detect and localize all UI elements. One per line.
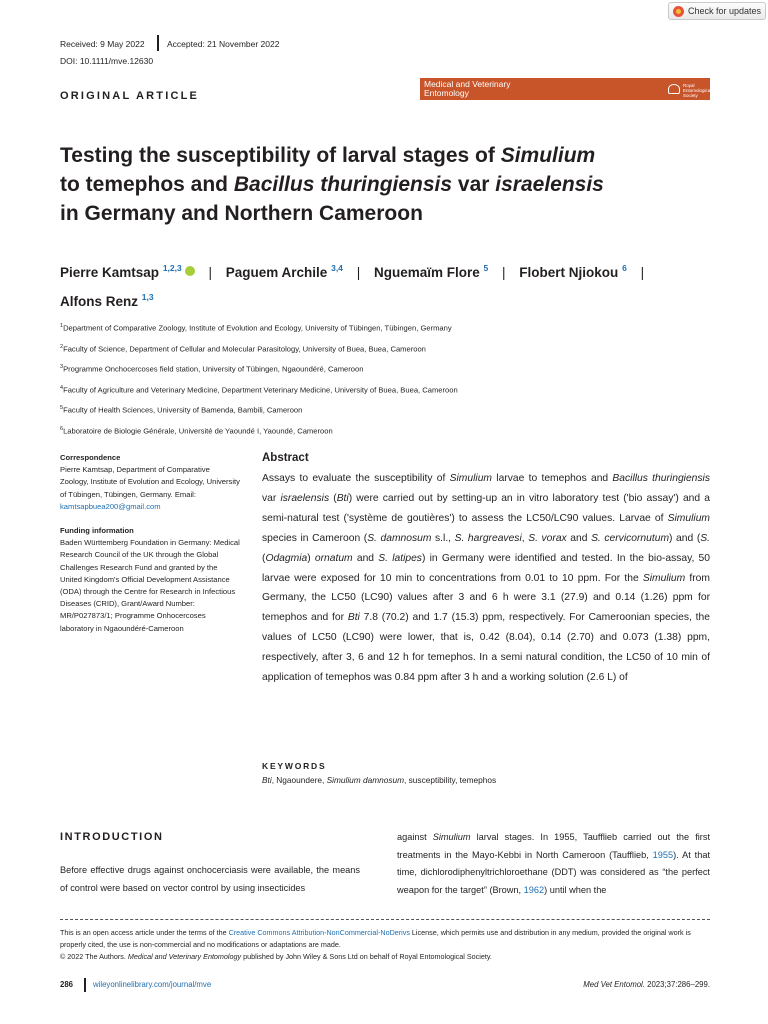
check-for-updates-button[interactable] bbox=[668, 2, 766, 20]
abstract-heading: Abstract bbox=[262, 452, 309, 464]
keywords-heading: KEYWORDS bbox=[262, 761, 327, 771]
journal-name-line1: Medical and Veterinary bbox=[424, 79, 511, 89]
accepted-date: Accepted: 21 November 2022 bbox=[167, 39, 280, 49]
side-info bbox=[60, 452, 240, 635]
received-date: Received: 9 May 2022 bbox=[60, 39, 145, 49]
affiliation: $^5$Faculty of Health Sciences, University of Bamenda, Bambili, Cameroon bbox=[60, 405, 303, 415]
title-line-2: to temephos and Bacillus thuringiensis var israelensis bbox=[60, 173, 604, 196]
meta-divider bbox=[157, 35, 159, 51]
email-link[interactable]: kamtsapbuea200@gmail.com bbox=[60, 501, 161, 511]
author-name[interactable]: Flobert Njiokou $^6$ bbox=[519, 263, 627, 280]
article-title bbox=[60, 141, 700, 228]
correspondence-heading: Correspondence bbox=[60, 453, 121, 462]
affiliation: $^3$Programme Onchocercoses field station, University of Tübingen, Ngaoundéré, Cameroon bbox=[60, 364, 364, 374]
affiliation: $^1$Department of Comparative Zoology, Institute of Evolution and Ecology, University of Tübingen, Tübingen, Germany bbox=[60, 323, 452, 333]
affiliation: $^4$Faculty of Agriculture and Veterinary Medicine, Department Veterinary Medicine, University of Buea, Buea, Cameroon bbox=[60, 384, 458, 395]
license-note: This is an open access article under the terms of the Creative Commons Attribution-NonCommercial-NoDerivs License, which permits use and distribution in any medium, provided the original work is properly cited, the use is non-commercial and no modifications or adaptations are made. © 2022 The Authors. Medical and Veterinary Entomology published by John Wiley & Sons Ltd on behalf of Royal Entomological Society. bbox=[60, 928, 691, 962]
journal-url-link[interactable]: wileyonlinelibrary.com/journal/mve bbox=[93, 980, 212, 989]
author-list bbox=[60, 256, 710, 314]
reference-link[interactable]: 1955 bbox=[652, 849, 674, 860]
society-logo-icon bbox=[668, 84, 680, 94]
title-line-3: in Germany and Northern Cameroon bbox=[60, 202, 423, 225]
society-name: Royal Entomological Society bbox=[683, 83, 712, 98]
author-name[interactable]: Nguemaïm Flore $^5$ bbox=[373, 263, 489, 280]
author-name[interactable]: Pierre Kamtsap $^{1,2,3}$ bbox=[60, 263, 182, 280]
introduction-right-column: against Simulium larval stages. In 1955, Taufflieb carried out the first treatments in the Mayo-Kebbi in North Cameroon (Taufflieb, 1955). At that time, dichlorodiphenyltrichloroethane (DDT) was considered as “the perfect weapon for the target” (Brown, 1962) until when the bbox=[397, 832, 710, 895]
introduction-left-column: Before effective drugs against onchocerciasis were available, the means of control were based on vector control by using insecticides bbox=[60, 865, 360, 893]
introduction-heading: INTRODUCTION bbox=[60, 831, 164, 843]
author-separator: | bbox=[502, 265, 506, 280]
author-name[interactable]: Paguem Archile $^{3,4}$ bbox=[225, 263, 343, 280]
journal-banner bbox=[420, 78, 710, 100]
title-line-1: Testing the susceptibility of larval stages of Simulium bbox=[60, 144, 596, 167]
affiliation: $^2$Faculty of Science, Department of Cellular and Molecular Parasitology, University of Buea, Buea, Cameroon bbox=[60, 343, 426, 354]
article-type: ORIGINAL ARTICLE bbox=[60, 90, 200, 102]
doi[interactable]: DOI: 10.1111/mve.12630 bbox=[60, 56, 154, 66]
author-separator: | bbox=[208, 265, 213, 280]
abstract-body: Assays to evaluate the susceptibility of Simulium larvae to temephos and Bacillus thuringiensis var israelensis (Bti) were carried out by setting-up an in vitro laboratory test ('bio assay') and a semi-natural test ('système de goutières') to assess the LC50/LC90 values. Larvae of Simulium species in Cameroon (S. damnosum s.l., S. hargreavesi, S. vorax and S. cervicornutum) and (S. (Odagmia) ornatum and S. latipes) in Germany were identified and tested. In the bio-assay, 50 larvae were exposed for 10 min to concentrations from 0.01 to 10 ppm. For the Simulium from Germany, the LC50 (LC90) values after 3 and 6 h were 3.1 (27.9) and 0.14 (1.26) ppm for temephos and for Bti 7.8 (70.2) and 1.7 (15.3) ppm, respectively. For Cameroonian species, the values of LC50 (LC90) were lower, that is, 0.42 (8.04), 0.14 (2.70) and 0.073 (1.38) ppm, respectively, after 3, 6 and 12 h for temephos. In a semi natural condition, the LC50 of 10 min of application of temephos was 0.84 ppm after 3 h and a working solution (2.6 L) of bbox=[262, 473, 711, 684]
footer-divider bbox=[84, 978, 86, 992]
affiliation-list bbox=[60, 317, 720, 440]
crossmark-icon bbox=[673, 6, 684, 17]
reference-link[interactable]: 1962 bbox=[523, 884, 545, 895]
orcid-icon[interactable] bbox=[185, 266, 195, 276]
citation: Med Vet Entomol. 2023;37:286–299. bbox=[583, 980, 710, 989]
license-link[interactable]: Creative Commons Attribution-NonCommercial-NoDerivs bbox=[228, 928, 410, 937]
affiliation: $^6$Laboratoire de Biologie Générale, Université de Yaoundé I, Yaoundé, Cameroon bbox=[60, 425, 333, 436]
correspondence-text: Pierre Kamtsap, Department of Comparative Zoology, Institute of Evolution and Ecology, University of Tübingen, Tübingen, Germany. Email: kamtsapbuea200@gmail.com bbox=[60, 465, 240, 511]
journal-name-line2: Entomology bbox=[424, 88, 469, 98]
journal-name bbox=[424, 80, 544, 98]
footnote-divider bbox=[60, 919, 710, 920]
abstract-section bbox=[262, 452, 710, 688]
keywords-list: Bti, Ngaoundere, Simulium damnosum, susceptibility, temephos bbox=[262, 775, 497, 785]
funding-text: Baden Württemberg Foundation in Germany: Medical Research Council of the UK through the Global Challenges Research Fund and granted by the United Kingdom's Official Development Assistance (ODA) through the Centre for Research in Infectious Diseases (CRID), Grant/Award Number: MR/P027873/1; Programme Onhocercoses laboratory in Ngaoundéré-Cameroon bbox=[60, 538, 240, 633]
author-separator: | bbox=[640, 265, 645, 280]
check-for-updates-label: Check for updates bbox=[688, 6, 762, 16]
author-separator: | bbox=[356, 265, 361, 280]
keywords-section bbox=[262, 761, 710, 785]
author-name[interactable]: Alfons Renz $^{1,3}$ bbox=[60, 292, 154, 309]
page-number: 286 bbox=[60, 980, 74, 989]
funding-heading: Funding information bbox=[60, 526, 134, 536]
